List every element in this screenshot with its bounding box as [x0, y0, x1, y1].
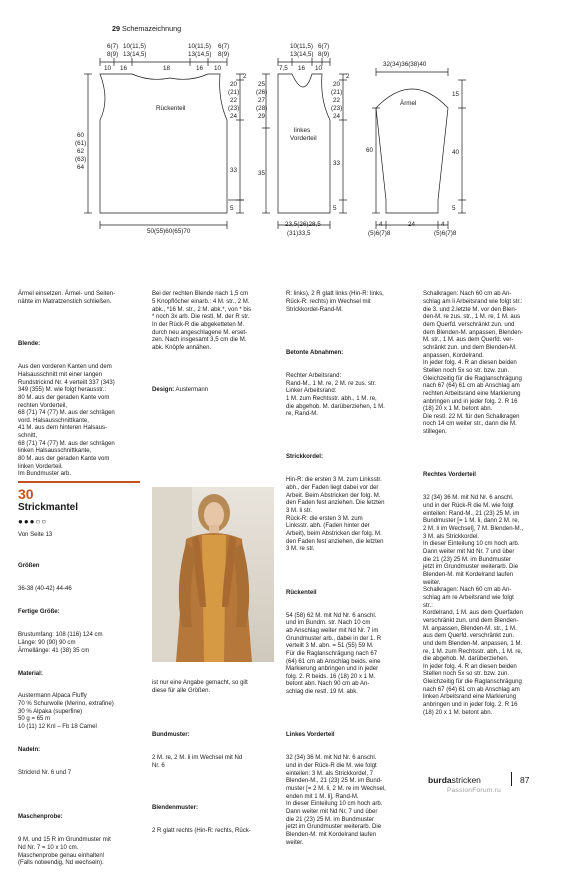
col3-intro: R: links), 2 R glatt links (Hin-R: links, Rück-R: rechts) im Wechsel mit Strickkordel-Rand-M.	[286, 291, 384, 313]
front-seg2: 16	[298, 65, 306, 72]
front-l25: 25	[258, 81, 266, 88]
back-r5: 5	[230, 205, 234, 212]
model-photo	[152, 487, 274, 662]
back-bottom: 50(55)60(65)70	[147, 228, 191, 235]
footer-brand	[428, 775, 481, 785]
section-title: Strickmantel	[18, 502, 79, 513]
blenden-text: 2 R glatt rechts (Hin-R: rechts, Rück-	[152, 828, 251, 835]
back-seg5: 10	[214, 65, 222, 72]
front-r21: (21)	[331, 89, 343, 96]
front-seg1: 7,5	[279, 65, 288, 72]
back-r23: (23)	[228, 105, 240, 112]
sleeve-label: Ärmel	[400, 100, 417, 107]
front-top-2: 13(14,5)	[290, 51, 314, 58]
kordel-text: Hin-R: die ersten 3 M. zum Linksstr. abh., der Faden liegt dabei vor der Arbeit. Beim Abstricken der folg. M. den Faden fest anziehen. Die letzten 3 M. li str. Rück-R: die ersten 3 M. zum Linksstr. abh. (Faden hinter der Arbeit), beim Abstricken der folg. M. den Faden fest anziehen, die letzten 3 M. re str.	[286, 477, 385, 553]
spec-heading-1: Fertige Größe:	[18, 609, 60, 616]
column-2-lower	[152, 665, 276, 843]
col1-blende-heading: Blende:	[18, 341, 41, 348]
back-top-left-2: 8(9)	[107, 51, 119, 58]
back-piece-outline	[84, 58, 244, 229]
back-top-far-2: 8(9)	[218, 51, 230, 58]
back-top-right-2: 13(14,5)	[188, 51, 212, 58]
back-l63: (63)	[75, 156, 87, 163]
front-top-4: 8(9)	[318, 51, 330, 58]
watermark: PassionForum.ru	[447, 787, 501, 794]
abnahmen-heading: Betonte Abnahmen:	[286, 349, 344, 356]
kordel-heading: Strickkordel:	[286, 454, 323, 461]
front-label-1: linkes	[294, 127, 311, 134]
spec-heading-0: Größen	[18, 563, 40, 570]
front-seg3: 10	[315, 65, 323, 72]
spec-heading-2: Material:	[18, 670, 43, 677]
spec-text-1: Brustumfang: 108 (116) 124 cm Länge: 90 (90) 90 cm Ärmellänge: 41 (38) 35 cm	[18, 632, 103, 654]
spec-heading-3: Nadeln:	[18, 747, 41, 754]
footer-brand-bold: burda	[428, 775, 452, 785]
front-top-3: 6(7)	[318, 43, 330, 50]
sleeve-b24: 24	[408, 221, 416, 228]
spec-text-0: 36-38 (40-42) 44-46	[18, 586, 72, 593]
col2-lower-intro: ist nur eine Angabe gemacht, so gilt diese für alle Größen.	[152, 680, 248, 694]
front-top-1: 10(11,5)	[290, 43, 313, 50]
back-r33: 33	[230, 167, 238, 174]
sleeve-b4r: 4	[441, 221, 445, 228]
back-body-shape	[100, 74, 227, 213]
back-top-left-1: 6(7)	[107, 43, 119, 50]
footer-brand-rest: stricken	[451, 775, 481, 785]
back-seg1: 10	[104, 65, 112, 72]
back-r2: 2	[243, 73, 247, 80]
diagram-title: Schemazeichnung	[122, 24, 182, 33]
back-top-mid-2: 13(14,5)	[123, 51, 147, 58]
back-top-right-1: 10(11,5)	[188, 43, 211, 50]
back-r22: 22	[230, 97, 238, 104]
back-top-mid-1: 10(11,5)	[123, 43, 146, 50]
front-r24: 24	[333, 113, 341, 120]
front-r2: 2	[346, 73, 350, 80]
front-l26: (26)	[256, 89, 268, 96]
col2-intro: Bei der rechten Blende nach 1,5 cm 5 Knopflöcher einarb.: 4 M. str., 2 M. abk., *16 M. str., 2 M. abk.*, von * bis * noch 3x arb. Die restl. M. der R str. In der Rück-R die abgeketteten M. durch neu angeschlagene M. erset- zen. Nach insgesamt 3,5 cm die M. abk. Knöpfe annähen.	[152, 291, 252, 351]
front-r5: 5	[333, 205, 337, 212]
front-l28: (28)	[256, 105, 268, 112]
sleeve-r40: 40	[452, 149, 460, 156]
linkes-vorderteil-text: 32 (34) 36 M. mit Nd Nr. 6 anschl. und in der Rück-R die M. wie folgt einteilen: 3 M. als Strickkordel, 7 Blenden-M., 21 (23) 25 M. im Bund- muster [= 2 M. li, 2 M. re im Wechsel, enden mit 1 M. li], Rand-M. In dieser Einteilung 10 cm hoch arb. Dann weiter mit Nd Nr. 7 und über die 21 (23) 25 M. im Bundmuster jetzt im Grundmuster weiterarb. Die Blenden-M. mit Kordelrand laufen weiter.	[286, 755, 386, 846]
sleeve-b5l: (5)6(7)8	[368, 230, 391, 237]
column-2-upper	[152, 276, 276, 403]
spec-text-2: Austermann Alpaca Fluffy 70 % Schurwolle (Merino, extrafine) 30 % Alpaka (superfine) 50 g = 65 m 10 (11) 12 Knl – Fb 18 Camel	[18, 693, 114, 731]
column-1-upper	[18, 276, 142, 487]
back-l64: 64	[77, 164, 85, 171]
col1-intro: Ärmel einsetzen. Ärmel- und Seiten- nähte im Matratzenstich schließen.	[18, 291, 116, 305]
back-l60: 60	[77, 132, 85, 139]
front-label-2: Vorderteil	[290, 135, 317, 142]
rueckenteil-text: 54 (58) 62 M. mit Nd Nr. 6 anschl. und im Bundm. str. Nach 10 cm ab Anschlag weiter mit Nd Nr. 7 im Grundmuster arb., dabei in der 1. R verteilt 3 M. abn. = 51 (55) 59 M. Für die Raglanschrägung nach 67 (64) 61 cm ab Anschlag beids. eine Markierung anbringen und in jeder folg. 2. R beids. 16 (18) 20 x 1 M. betont abn. Nach 90 cm ab An- schlag die restl. 19 M. abk.	[286, 612, 382, 696]
front-l35: 35	[258, 170, 266, 177]
page-number: 87	[520, 775, 530, 785]
back-top-far-1: 6(7)	[218, 43, 230, 50]
back-seg3: 18	[163, 65, 171, 72]
diagram-number: 29	[112, 24, 120, 33]
bund-text: 2 M. re, 2 M. li im Wechsel mit Nd Nr. 6	[152, 755, 243, 769]
sleeve-r15: 15	[452, 91, 460, 98]
back-l61: (61)	[75, 140, 87, 147]
front-l29: 29	[258, 113, 266, 120]
from-page: Von Seite 13	[18, 532, 53, 538]
section-number: 30	[18, 486, 34, 502]
col2-design-heading: Design:	[152, 387, 175, 394]
bund-heading: Bundmuster:	[152, 732, 190, 739]
sleeve-b5r: (5)6(7)8	[434, 230, 457, 237]
sleeve-r5: 5	[452, 205, 456, 212]
difficulty-rating: ●●●○○	[18, 517, 48, 526]
col1-blende-text: Aus den vorderen Kanten und dem Halsausschnitt mit einer langen Rundstricknd Nr. 4 verteilt 337 (343) 349 (355) M. wie folgt herausstr.: 80 M. aus der geraden Kante vom rechten Vorderteil, 68 (71) 74 (77) M. aus der schrägen vord. Halsausschnittkante, 41 M. aus dem hinteren Halsaus- schnitt, 68 (71) 74 (77) M. aus der schrägen linken Halsausschnittkante, 80 M. aus der geraden Kante vom linken Vorderteil. Im Bundmuster arb.	[18, 364, 115, 478]
schalkragen-text: Schalkragen: Nach 60 cm ab An- schlag am li Arbeitsrand wie folgt str.: die 3. und 2.letzte M. vor den Blen- den-M. re zus. str., 1 M. re, 1 M. aus dem Querfd. verschränkt zun. und dem Blenden-M. anpassen, Blenden- M. str., 1 M. aus dem Querfd. ver- schränkt zun. und dem Blenden-M. anpassen, Kordelrand. In jeder folg. 4. R an diesen beiden Stellen noch 5x so str. bzw. zun. Gleichzeitig für die Raglanschrägung nach 67 (64) 61 cm ab Anschlag am rechten Arbeitsrand eine Markierung anbringen und in jeder folg. 2. R 16 (18) 20 x 1 M. betont abn. Die restl. 22 M. für den Schalkragen noch 14 cm weiter str., dann die M. stillegen.	[423, 291, 523, 436]
back-seg2: 16	[120, 65, 128, 72]
col2-design-text: Austermann	[175, 387, 209, 394]
sleeve-top: 32(34)36(38)40	[383, 61, 427, 68]
rechtes-vorderteil-heading: Rechtes Vorderteil	[423, 472, 476, 479]
sleeve-b4l: 4	[379, 221, 383, 228]
front-r20: 20	[333, 81, 341, 88]
sleeve-shape	[376, 89, 448, 213]
front-l27: 27	[258, 97, 266, 104]
footer-separator	[511, 772, 512, 786]
back-l62: 62	[77, 148, 85, 155]
back-r24: 24	[230, 113, 238, 120]
abnahmen-text: Rechter Arbeitsrand: Rand-M., 1 M. re, 2 M. re zus. str. Linker Arbeitsrand: 1 M. zum Rechtsstr. abh., 1 M. re, die abgehob. M. darüberziehen, 1 M. re, Rand-M.	[286, 372, 385, 418]
front-bottom-1: 23,5(26)28,5	[285, 221, 321, 228]
back-r20: 20	[230, 81, 238, 88]
model-photo-illustration	[152, 487, 274, 662]
spec-text-4: 9 M. und 15 R im Grundmuster mit Nd Nr. 7 = 10 x 10 cm. Maschenprobe genau einhalten! (Falls notwendig, Nd wechseln).	[18, 837, 111, 867]
back-r21: (21)	[228, 89, 240, 96]
column-3	[286, 276, 412, 855]
blenden-heading: Blendenmuster:	[152, 805, 199, 812]
front-r23: (23)	[331, 105, 343, 112]
schematic-diagram	[0, 0, 563, 260]
front-r33: 33	[333, 160, 341, 167]
back-label: Rückenteil	[156, 105, 186, 112]
front-r22: 22	[333, 97, 341, 104]
front-bottom-2: (31)33,5	[287, 230, 311, 237]
spec-heading-4: Maschenprobe:	[18, 814, 63, 821]
spec-text-3: Stricknd Nr. 6 und 7	[18, 770, 72, 777]
back-seg4: 16	[196, 65, 204, 72]
column-4	[423, 276, 553, 725]
front-body-shape	[278, 74, 330, 213]
rueckenteil-heading: Rückenteil	[286, 589, 317, 596]
column-1-lower	[18, 548, 142, 876]
section-accent-bar	[18, 481, 140, 483]
rechtes-vorderteil-text: 32 (34) 36 M. mit Nd Nr. 6 anschl. und in der Rück-R die M. wie folgt einteilen: Rand-M., 21 (23) 25 M. im Bundmuster [= 1 M. li, dann 2 M. re, 2 M. li im Wechsel], 7 M. Blenden-M., 3 M. als Strickkordel. In dieser Einteilung 10 cm hoch arb. Dann weiter mit Nd Nr. 7 und über die 21 (23) 25 M. im Bundmuster jetzt im Grundmuster weiterarb. Die Blenden-M. mit Kordelrand laufen weiter. Schalkragen: Nach 60 cm ab An- schlag am re Arbeitsrand wie folgt str.: Kordelrand, 1 M. aus dem Querfaden verschränkt zun. und dem Blenden- M. anpassen, Blenden-M. str., 1 M. aus dem Querfd. verschränkt zun. und dem Blenden-M. anpassen, 1 M. re, 1 M. zum Rechtsstr. abh., 1 M. re, die abgehob. M. darüberziehen. In jeder folg. 4. R an diesen beiden Stellen noch 5x so str. bzw. zun. Gleichzeitig für die Raglanschrägung nach 67 (64) 61 cm ab Anschlag am linken Arbeitsrand eine Markierung anbringen und in jeder folg. 2. R 16 (18) 20 x 1 M. betont abn.	[423, 495, 524, 716]
sleeve-l60: 60	[366, 147, 374, 154]
linkes-vorderteil-heading: Linkes Vorderteil	[286, 732, 335, 739]
